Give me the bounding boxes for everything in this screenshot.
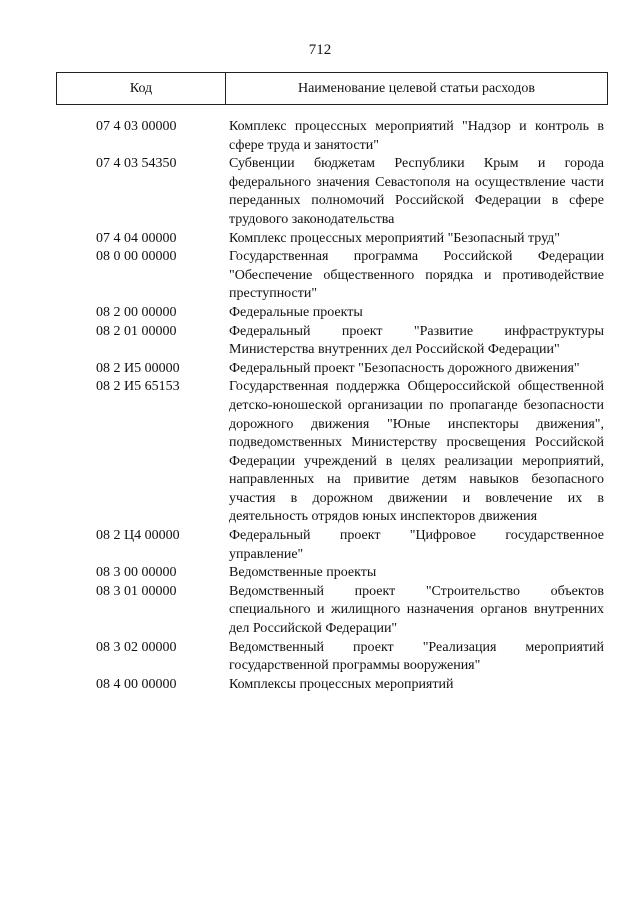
table-row — [0, 583, 640, 639]
table-row — [0, 378, 640, 527]
row-name: Ведомственный проект "Реализация мероприятий государственной программы вооружения" — [229, 639, 604, 674]
table-row — [0, 360, 640, 379]
row-code: 08 2 00 00000 — [96, 304, 177, 320]
table-row — [0, 639, 640, 676]
page-number: 712 — [308, 42, 332, 58]
row-code: 07 4 03 54350 — [96, 156, 177, 172]
row-name: Федеральный проект "Цифровое государственное управление" — [229, 528, 604, 562]
row-code: 08 2 И5 00000 — [96, 360, 180, 376]
row-code: 08 2 И5 65153 — [96, 379, 180, 395]
table-row — [0, 323, 640, 360]
header-name-label: Наименование целевой статьи расходов — [297, 80, 536, 96]
row-code: 07 4 03 00000 — [96, 119, 177, 134]
table-row — [0, 230, 640, 249]
row-name: Государственная программа Российской Федерации "Обеспечение общественного порядка и противодействие преступности" — [229, 249, 604, 302]
table-row — [0, 118, 640, 155]
row-code: 08 0 00 00000 — [96, 249, 177, 265]
table-body — [0, 118, 640, 694]
table-row — [0, 304, 640, 323]
header-code-label: Код — [57, 73, 226, 104]
row-name: Ведомственные проекты — [229, 565, 377, 581]
row-name: Государственная поддержка Общероссийской общественной детско-юношеской организации по пропаганде безопасности дорожного движения "Юные инспекторы движения", подведомственных Министерству просвещения Российской Федерации учреждений в целях реализации мероприятий, направленных на привитие детям навыков безопасного участия в дорожном движении и вовлечение их в деятельность отрядов юных инспекторов движения — [229, 379, 604, 525]
row-code: 08 4 00 00000 — [96, 676, 177, 692]
row-name: Комплексы процессных мероприятий — [229, 676, 454, 692]
table-row — [0, 676, 640, 695]
row-code: 07 4 04 00000 — [96, 230, 177, 246]
row-code: 08 2 Ц4 00000 — [96, 528, 180, 544]
row-name: Федеральный проект "Безопасность дорожного движения" — [229, 360, 580, 376]
table-row — [0, 527, 640, 564]
table-row — [0, 155, 640, 229]
row-name: Федеральные проекты — [229, 304, 363, 320]
row-name: Комплекс процессных мероприятий "Надзор и контроль в сфере труда и занятости" — [229, 119, 604, 153]
row-code: 08 3 02 00000 — [96, 639, 177, 655]
table-row — [0, 248, 640, 304]
row-code: 08 2 01 00000 — [96, 323, 177, 339]
row-name: Федеральный проект "Развитие инфраструктуры Министерства внутренних дел Российской Федерации" — [229, 323, 604, 358]
row-code: 08 3 00 00000 — [96, 565, 177, 581]
row-name: Ведомственный проект "Строительство объектов специального и жилищного назначения органов внутренних дел Российской Федерации" — [229, 583, 604, 637]
row-name: Субвенции бюджетам Республики Крым и города федерального значения Севастополя на осуществление части переданных полномочий Российской Федерации в сфере трудового законодательства — [229, 156, 604, 227]
table-row — [0, 564, 640, 583]
row-name: Комплекс процессных мероприятий "Безопасный труд" — [229, 230, 561, 246]
table-header — [56, 72, 608, 105]
row-code: 08 3 01 00000 — [96, 583, 177, 599]
